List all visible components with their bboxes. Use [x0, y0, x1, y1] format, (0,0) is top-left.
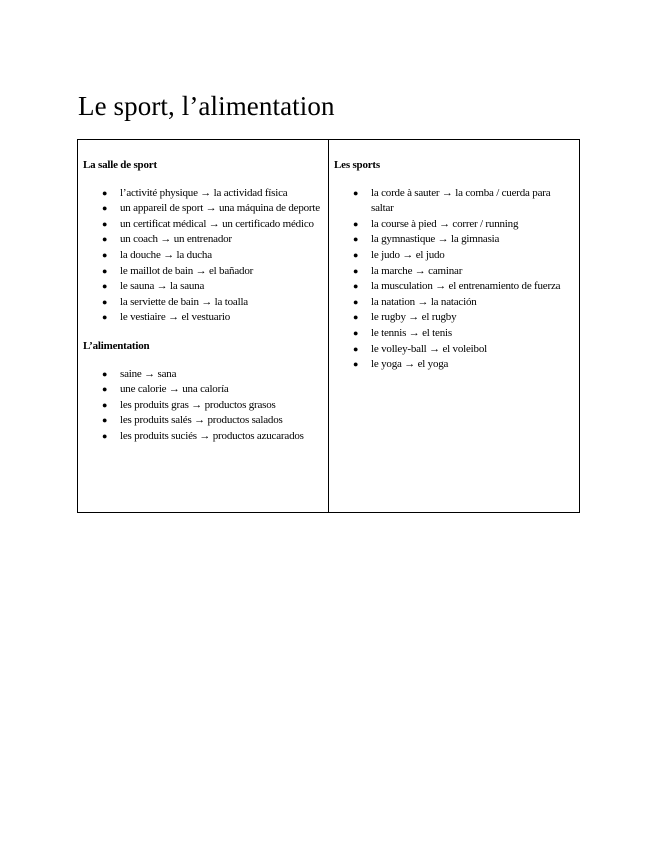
bullet-icon: ●	[353, 327, 359, 338]
bullet-icon: ●	[102, 399, 108, 410]
vocab-text: les produits suciés → productos azucarados	[120, 429, 304, 442]
vocab-text: la gymnastique → la gimnasia	[371, 233, 500, 246]
section-heading: Les sports	[334, 159, 380, 171]
vocab-item	[334, 295, 573, 311]
bullet-icon: ●	[102, 187, 108, 198]
bullet-icon: ●	[102, 234, 108, 245]
bullet-icon: ●	[102, 384, 108, 395]
bullet-icon: ●	[102, 249, 108, 260]
vocab-text: le volley-ball → el voleibol	[371, 342, 487, 355]
bullet-icon: ●	[353, 249, 359, 260]
bullet-icon: ●	[353, 234, 359, 245]
bullet-icon: ●	[102, 312, 108, 323]
bullet-icon: ●	[102, 281, 108, 292]
vocab-item	[334, 310, 573, 326]
vocab-item	[83, 367, 322, 383]
section-gym	[83, 158, 322, 326]
bullet-icon: ●	[102, 430, 108, 441]
vocab-text: le vestiaire → el vestuario	[120, 311, 231, 324]
vocab-text: saine → sana	[120, 367, 177, 380]
vocab-text: le maillot de bain → el bañador	[120, 264, 254, 277]
vocab-item	[83, 310, 322, 326]
vocab-text: la musculation → el entrenamiento de fuerza	[371, 280, 561, 293]
bullet-icon: ●	[353, 343, 359, 354]
section-food	[83, 339, 322, 445]
vocab-item	[334, 232, 573, 248]
vocab-list	[83, 186, 322, 326]
vocab-item	[83, 429, 322, 445]
vocab-text: une calorie → una caloría	[120, 383, 229, 396]
section-heading: La salle de sport	[83, 159, 157, 171]
vocab-item	[83, 279, 322, 295]
vocab-text: le judo → el judo	[371, 248, 445, 261]
bullet-icon: ●	[102, 415, 108, 426]
vocabulary-table	[77, 139, 580, 513]
left-column	[78, 140, 329, 512]
vocab-item	[83, 232, 322, 248]
vocab-item	[83, 398, 322, 414]
vocab-item	[83, 248, 322, 264]
vocab-text: les produits salés → productos salados	[120, 414, 283, 427]
vocab-text: le rugby → el rugby	[371, 311, 457, 324]
vocab-item	[334, 326, 573, 342]
vocab-item	[334, 357, 573, 373]
page-title: Le sport, l’alimentation	[78, 91, 335, 121]
vocab-item	[83, 295, 322, 311]
vocab-item	[334, 264, 573, 280]
vocab-text: la natation → la natación	[371, 295, 477, 308]
bullet-icon: ●	[353, 265, 359, 276]
vocab-text: l’activité physique → la actividad física	[120, 186, 288, 199]
bullet-icon: ●	[102, 265, 108, 276]
bullet-icon: ●	[353, 296, 359, 307]
vocab-text: le sauna → la sauna	[120, 280, 205, 293]
bullet-icon: ●	[102, 218, 108, 229]
vocab-text: la douche → la ducha	[120, 248, 212, 261]
bullet-icon: ●	[353, 359, 359, 370]
vocab-item	[334, 248, 573, 264]
vocab-item	[334, 279, 573, 295]
bullet-icon: ●	[102, 296, 108, 307]
bullet-icon: ●	[353, 281, 359, 292]
vocab-item	[83, 217, 322, 233]
vocab-text: les produits gras → productos grasos	[120, 398, 276, 411]
vocab-text: la course à pied → correr / running	[371, 217, 519, 230]
vocab-item	[334, 217, 573, 233]
bullet-icon: ●	[353, 218, 359, 229]
vocab-item	[83, 264, 322, 280]
vocab-list	[83, 367, 322, 445]
vocab-item	[83, 413, 322, 429]
bullet-icon: ●	[353, 187, 359, 198]
vocab-text: le tennis → el tenis	[371, 326, 452, 339]
vocab-text: un coach → un entrenador	[120, 233, 232, 246]
vocab-item	[83, 186, 322, 202]
vocab-text: un certificat médical → un certificado médico	[120, 217, 314, 230]
vocab-text: la serviette de bain → la toalla	[120, 295, 248, 308]
vocab-item	[334, 186, 573, 217]
vocab-item	[83, 382, 322, 398]
section-heading: L’alimentation	[83, 339, 150, 352]
vocab-text: le yoga → el yoga	[371, 358, 449, 371]
vocab-item	[83, 201, 322, 217]
vocab-item	[334, 342, 573, 358]
bullet-icon: ●	[102, 203, 108, 214]
vocab-text: la marche → caminar	[371, 264, 463, 277]
vocab-text: un appareil de sport → una máquina de deporte	[120, 202, 320, 215]
right-column	[329, 140, 579, 512]
bullet-icon: ●	[353, 312, 359, 323]
bullet-icon: ●	[102, 368, 108, 379]
section-sports	[334, 158, 573, 373]
vocab-text: la corde à sauter → la comba / cuerda para saltar	[371, 186, 551, 215]
vocab-list	[334, 186, 573, 373]
